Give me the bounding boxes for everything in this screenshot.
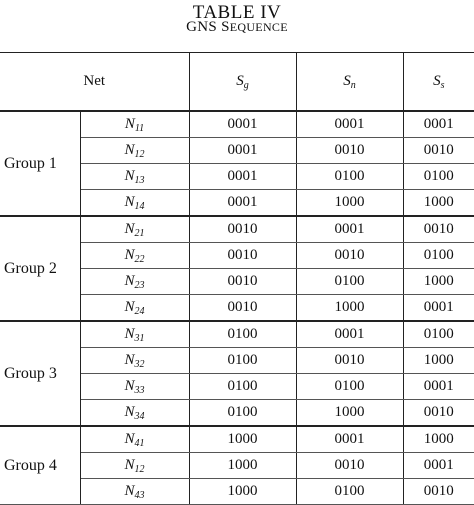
sg-cell: 0100: [189, 374, 296, 400]
ss-cell: 1000: [403, 426, 474, 453]
sn-cell: 0010: [296, 453, 403, 479]
table-row: [0, 111, 474, 138]
net-cell: $N_{21}$: [80, 216, 189, 243]
net-cell: $N_{12}$: [80, 453, 189, 479]
net-cell: $N_{14}$: [80, 190, 189, 217]
group-label: Group 3: [0, 321, 80, 426]
net-cell: $N_{43}$: [80, 479, 189, 505]
sg-cell: 1000: [189, 453, 296, 479]
sg-cell: 0010: [189, 243, 296, 269]
sg-cell: 0100: [189, 348, 296, 374]
sn-cell: 0100: [296, 374, 403, 400]
sn-cell: 1000: [296, 400, 403, 427]
ss-cell: 0010: [403, 216, 474, 243]
sg-cell: 0010: [189, 295, 296, 322]
sn-cell: 0100: [296, 479, 403, 505]
group-label: Group 2: [0, 216, 80, 321]
sn-cell: 0010: [296, 348, 403, 374]
header-net: Net: [0, 53, 189, 112]
sn-cell: 1000: [296, 190, 403, 217]
sg-cell: 0010: [189, 269, 296, 295]
group-label: Group 1: [0, 111, 80, 216]
ss-cell: 0001: [403, 453, 474, 479]
net-cell: $N_{23}$: [80, 269, 189, 295]
sn-cell: 0001: [296, 426, 403, 453]
table-number: TABLE IV: [192, 2, 282, 23]
sg-cell: 0001: [189, 190, 296, 217]
ss-cell: 0010: [403, 479, 474, 505]
sg-cell: 0100: [189, 321, 296, 348]
ss-cell: 0100: [403, 164, 474, 190]
ss-cell: 1000: [403, 269, 474, 295]
sn-cell: 0100: [296, 269, 403, 295]
caption-first: GNS S: [186, 19, 230, 35]
header-row: [0, 53, 474, 112]
sg-cell: 0100: [189, 400, 296, 427]
sn-cell: 0001: [296, 321, 403, 348]
ss-cell: 0100: [403, 321, 474, 348]
net-cell: $N_{32}$: [80, 348, 189, 374]
net-cell: $N_{22}$: [80, 243, 189, 269]
net-cell: $N_{13}$: [80, 164, 189, 190]
header-ss: $S_s$: [403, 53, 474, 112]
table-row: [0, 321, 474, 348]
ss-cell: 0100: [403, 243, 474, 269]
ss-cell: 1000: [403, 348, 474, 374]
sn-cell: 0001: [296, 216, 403, 243]
net-cell: $N_{34}$: [80, 400, 189, 427]
sg-cell: 0001: [189, 164, 296, 190]
net-cell: $N_{41}$: [80, 426, 189, 453]
sn-cell: 0100: [296, 164, 403, 190]
gns-sequence-table: [0, 52, 474, 505]
header-sg: $S_g$: [189, 53, 296, 112]
table-row: [0, 426, 474, 453]
table-body: [0, 111, 474, 505]
sn-cell: 0001: [296, 111, 403, 138]
ss-cell: 0010: [403, 400, 474, 427]
net-cell: $N_{31}$: [80, 321, 189, 348]
net-cell: $N_{12}$: [80, 138, 189, 164]
sg-cell: 0001: [189, 138, 296, 164]
net-cell: $N_{24}$: [80, 295, 189, 322]
sn-cell: 0010: [296, 243, 403, 269]
net-cell: $N_{33}$: [80, 374, 189, 400]
sn-cell: 1000: [296, 295, 403, 322]
ss-cell: 1000: [403, 190, 474, 217]
sn-cell: 0010: [296, 138, 403, 164]
sg-cell: 0010: [189, 216, 296, 243]
table-row: [0, 216, 474, 243]
ss-cell: 0010: [403, 138, 474, 164]
ss-cell: 0001: [403, 374, 474, 400]
ss-cell: 0001: [403, 111, 474, 138]
sg-cell: 0001: [189, 111, 296, 138]
net-cell: $N_{11}$: [80, 111, 189, 138]
sg-cell: 1000: [189, 426, 296, 453]
sg-cell: 1000: [189, 479, 296, 505]
header-sn: $S_n$: [296, 53, 403, 112]
caption-smallcaps: EQUENCE: [229, 20, 288, 34]
ss-cell: 0001: [403, 295, 474, 322]
group-label: Group 4: [0, 426, 80, 505]
table-caption: [0, 19, 474, 36]
